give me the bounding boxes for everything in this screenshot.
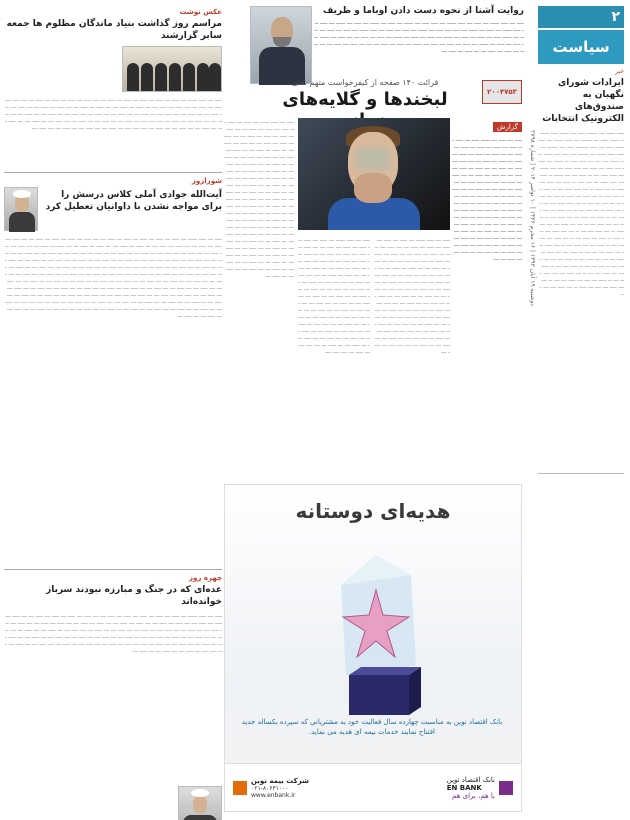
cleric-portrait xyxy=(4,187,38,231)
portrait-image xyxy=(250,6,312,84)
main-body-col-1: ــــ ـــ ــــ ـــــ ـــ ــــ ـــ ــــ ـــ ــــ ـــ ــــ ـــ ــــ ـــ ـــ ــــ ـــ ــــ ـــ ــــ ـــ ــــ ـــ ـــ ــــ ـــ ــــ ـــ ــــ ـــ ـــ ــــ ـــ ــــ ـــ ـــ ــــ ـــ ــــ ـــ ـــ ــــ ـــ ــــ ـــ ـــ ــــ ـــ ــــ ـــ ـــ ــــ ـــ ـــ ــــ ـــ ـــ ــــ ـــ ـــ ــــ ـــ ـــ ــــ ـــ ـــ ــــ ـــ ـــ ــــ ـــ ـــ ــــ ـــ ـــ ــــ ـــ ـــ ــــ ـــ ـــ ــــ ـــ ـــ ــــ ـــ ـــ ــــ ـــ ـــ ــــ ـــ ـــ ــــ ـــ ـــ ــــ ـــ ـــ ــــ ـــ ـــ ــــ ـــ ـــ ــــ ـــ ـــ ــــ ـــ ـــ ــــ ـــ ـــ ــــ ـــ ـــ ــــ ـــ ـــ ــــ ـــ ـــ ــــ ـــ ـــ ــــ ـــ ـــ ــــ ـــ ـــ ــــ ـــ ـــ ــــ ـــ ـــ ــــ ـــ ـــ ــــ ـــ ـــ ــــ ـــ ـــ ــــ ـــ ـــ ــــ ـــ ـــ ــــ ـــ xyxy=(374,236,450,355)
top-story-body: ــــ ـــ ــــ ـــــ ـــ ــــ ـــ ــــ ـــــ ـــ ــــ ــــ ـــ ـــــ ـــ ــــ ـــ ـــــ ـــ ــــ ـــ ـــــ ـــ ــــ ـــ ــــ ـــــ ـــ ــــ ـــ ـــــ ـــ ــــ ـــ ــــ ـــ ـــــ ـــ ــــ ـــ ــــ ـــ ــــ ـــــ ـــ ــــ ـــ ــــ ـــ ــــ ـــ ـــــ ــــ ـــ ــــ ـــ ــــ ـــ ـــــ ـــ ــــ ـــ ــــ ـــ ـــــ ـــ ــــ ـــ ــــ ـــ ـــ ــــ ـــ ـــــ ـــ ــــ ـــ ــــ ـــ ـــــ ـــ ــــ ـــ ــــ ـــ ــــ ـــ ـــــ ـــ ــــ ـــ ــــ ـــ ـــ ـــ ــــ ـــ ــــ ـــ ـــ ــــ ـــ ــــ ـــ ــــ ـــ ـــ ــــ ـــ ــــ ـــ xyxy=(314,19,524,54)
crystal-gift-illustration xyxy=(321,545,431,725)
left-title-3: عده‌ای که در جنگ و مبارزه نبودند سرباز خوانده‌اند xyxy=(46,585,222,607)
advertisement[interactable] xyxy=(224,484,522,812)
ad-footer xyxy=(225,763,521,811)
insurer-website[interactable]: www.enbank.ir xyxy=(251,791,296,799)
main-kicker: قرائت ۱۴۰ صفحه از کیفرخواست متهم نفتی xyxy=(291,78,439,87)
divider xyxy=(538,473,624,474)
left-section-3 xyxy=(4,569,222,820)
left-section-2 xyxy=(4,172,222,565)
section-title: سیاست xyxy=(538,30,624,64)
left-title-1: مراسم روز گذاشت بنیاد ماندگان مظلوم ها جمعه سابر گزارشند xyxy=(6,19,222,41)
bank-logo xyxy=(447,776,513,800)
right-news-headline: ایرادات شورای نگهبان به صندوق‌های الکترونیک انتخابات xyxy=(542,78,624,124)
left-body-2: ــــ ـــ ــــ ـــــ ـــ ــــ ـــ ــــ ـــ ــــ ـــ ــــ ـــ ــــ ـــ ـــ ــــ ـــ ــــ ـــ ــــ ـــ ــــ ـــ ـــ ــــ ـــ ــــ ـــ ــــ ـــ ـــ ــــ ـــ ــــ ـــ ـــ ــــ ـــ ــــ ـــ ـــ ــــ ـــ ــــ ـــ ـــ ــــ ـــ ــــ ـــ ـــ ــــ ـــ ـــ ــــ ـــ ـــ ــــ ـــ ـــ ــــ ـــ ـــ ــــ ـــ ـــ ــــ ـــ ـــ ــــ ـــ ـــ ــــ ـــ ـــ ــــ ـــ ـــ ــــ ـــ ـــ ــــ ـــ ـــ ــــ ـــ ـــ ــــ ـــ ـــ ــــ ـــ ـــ ــــ ـــ ـــ ــــ ـــ ـــ ــــ ـــ ـــ ــــ ـــ ـــ ــــ ـــ ـــ ــــ ـــ ـــ ــــ ـــ ـــ ــــ ـــ ـــ ــــ ـــ ـــ ــــ ـــ ـــ ــــ ـــ ـــ ــــ ـــ ـــ ــــ ـــ ـــ ــــ ـــ ـــ ــــ ـــ ـــ ــــ ـــ ـــ ــــ ـــ ـــ ــــ ـــ ـــ ــــ ـــ ـــ ــــ ـــ ـــ ــــ ـــ ـــ ــــ ـــ ـــ ــــ ـــ ـــ ــــ ـــ ـــ ــــ ـــ ـــ ــــ ـــ ـــ ــــ ـــ ـــ ــــ ـــ ـــ ــــ ـــ ـــ ــــ ـــ ـــ ــــ ـــ ـــ ــــ ـــ ـــ ــــ ـــ ـــ ــــ ـــ ـــ ــــ ـــ ـــ ــــ ـــ ـــ ــــ ـــ ـــ ــــ ـــ ـــ ــــ ـــ ـــ ــــ ـــ ـــ ــــ ـــ ـــ ــــ ـــ ـــ ــــ ـــ ـــ ــــ ـــ ـــ ــــ ـــ ـــ ــــ ـــ ـــ ــــ ـــ ـــ ــــ ـــ ـــ ــــ ـــ ـــ ــــ ـــ ـــ ــــ ـــ ـــ ــــ ـــ ـــ ــــ ـــ ـــ ــــ ـــ ـــ ــــ ـــ ـــ ــــ ـــ ـــ ــــ ـــ ـــ ــــ ـــ ـــ ــــ ـــ ـــ ــــ ـــ ـــ ــــ ـــ ـــ ــــ ـــ ـــ ــــ ـــ ـــ ــــ ـــ ـــ ــــ ـــ ـــ ــــ ـــ ـــ ــــ ـــ ـــ ــــ ـــ ـــ ــــ ـــ ـــ ــــ ـــ ـــ ــــ ـــ ـــ ــــ ـــ ـــ ــــ ـــ xyxy=(5,235,222,319)
ad-title: هدیه‌ای دوستانه xyxy=(295,499,451,523)
left-column xyxy=(4,6,222,812)
insurer-phone: ۰۲۱-۸۰۶۳۱۰۰۰ xyxy=(251,784,289,792)
main-body-col-3: ــــ ـــ ــــ ـــــ ـــ ــــ ـــ ــــ ـــ ــــ ـــ ــــ ـــ ــــ ـــ ـــ ــــ ـــ ــــ ـــ ــــ ـــ ــــ ـــ ـــ ــــ ـــ ــــ ـــ ــــ ـــ ـــ ــــ ـــ ــــ ـــ ـــ ــــ ـــ ــــ ـــ ـــ ــــ ـــ ــــ ـــ ـــ ــــ ـــ ــــ ـــ ـــ ــــ ـــ ـــ ــــ ـــ ـــ ــــ ـــ ـــ ــــ ـــ ـــ ــــ ـــ ـــ ــــ ـــ ـــ ــــ ـــ ـــ ــــ ـــ ـــ ــــ ـــ ـــ ــــ ـــ ـــ ــــ ـــ ـــ ــــ ـــ ـــ ــــ ـــ ـــ ــــ ـــ ـــ ــــ ـــ ـــ ــــ ـــ ـــ ــــ ـــ ـــ ــــ ـــ ـــ ــــ ـــ ـــ ــــ ـــ ـــ ــــ ـــ ـــ ــــ ـــ ـــ ــــ ـــ ـــ ــــ ـــ ـــ ــــ ـــ ـــ ــــ ـــ ـــ ــــ ـــ ـــ ــــ ـــ ـــ ــــ ـــ ـــ ــــ ـــ ـــ ــــ ـــ ـــ ــــ ـــ ـــ ــــ ـــ ـــ ــــ ـــ ـــ ــــ ـــ ـــ ــــ ـــ ـــ ــــ ـــ ـــ ــــ ـــ ـــ ــــ ـــ ـــ ــــ ـــ ـــ ــــ ـــ ـــ ــــ ـــ ـــ ــــ ـــ ـــ ــــ ـــ ـــ ــــ ـــ ـــ ــــ ـــ ـــ ــــ ـــ ـــ ــــ ـــ ـــ ــــ ـــ ـــ ــــ ـــ xyxy=(224,118,294,279)
page-number: ۲ xyxy=(611,9,620,25)
issue-stamp: ۲۰۰۴۷۵۳ xyxy=(482,80,522,104)
right-body-text: ــــ ـــــ ـــ ــــــ ــــ ـــ ـــــ ــــ ـــــ ــ ـــــ ــــ ـــ ــــــ ـــ ــــ ـــــ ـــ ــــ ـــــ ــــ ـــ ــــ ـــــــ ــــ ـــ ــــــ ـــ ــــ ــــ ـــــ ـــ ــــــ ـــ ــــ ـــ ـــــ ــــ ـــــ ـــ ـــ ـــ ــــ ــــ ــ ـــــ ـــ ـــــ ـــ ــــ ـــ ــــ ـــ ــــ ــــ ـــ ـــ ـــــ ـــ ــــ ــــ ـــ ــ ــــ ـــ ـــ ـــــ ــ ــــ ـــ ــــ ــــ ـــ ـــ ــــ ــ ــــ ـــ ــــ ـــ ــــ ــ ـــ ــــ ــ ـــ ــــ ــــ ـــ ــ ــــ ـــ ـــ ــــ ــ ـــ ــــ ـــ ــــ ــ ـــ ـــ ــــ ــ ـــ ـــ ـــ ـــ ــ ـــ ــــ ــــ ـــ ـــ ــ ـــ ــــ ــ ـــ ـــ ـــ ــ ـــ ــــ ـــ ـــ ــــ ـــ ــ ــــ ـــ ــــ ـــ ـــ ــــ ـــ ــ ــــ ـــ ـــ ــــ ـــ ــ ـــ ـــ ــــ ـــ ـــ ـــ ــــ ــ ـــ ــــ ـــ ـــ ــ ـــ ـــ ــــ ـــ ـــ ــــ ــ ــــ ـــ ــــ ـــ ــ ـــ ــــ ـــ ـــ ـــ ـــ ــ ــــ ـــ ـــ ــــ ـــ ــ ـــ ــــ ـــ ـــ ــــ ـــ ـــ ـــ ــ ــــ ـــ ـــ ــــ ــ ــــ ـــ ـــ ـــ ــــ ـــ ــ ــــ ـــ ـــ ـــ ــــ ـــ ــ ـــ ـــ ـــ ــ ــــ ـــ ـــ ــ ــــ ـــ ـــ ــــ ـــ ـــ ــ ـــ ــــ ـــ ـــ ــــ ـــ ـــ ــ ــــ ـــ ـــ ـــ ــــ ـــ ـــ ــ ـــ ـــ ــــ ـــ ـــ ـــ ــــ ــ ـــ ــــ ـــ ـــ ـــ xyxy=(538,129,624,297)
insurer-logo xyxy=(233,777,309,799)
news-label: خبر xyxy=(615,68,624,75)
left-body-3: ــــ ـــ ــــ ـــــ ـــ ــــ ـــ ــــ ـــ ــــ ـــ ــــ ـــ ــــ ـــ ـــ ــــ ـــ ــــ ـــ ــــ ـــ ــــ ـــ ـــ ــــ ـــ ــــ ـــ ــــ ـــ ـــ ــــ ـــ ــــ ـــ ـــ ــــ ـــ ــــ ـــ ـــ ــــ ـــ ــــ ـــ ـــ ــــ ـــ ــــ ـــ ـــ ــــ ـــ ـــ ــــ ـــ ـــ ــــ ـــ ـــ ــــ ـــ ـــ ــــ ـــ ـــ ــــ ـــ ـــ ــــ ـــ ـــ ــــ ـــ ـــ ــــ ـــ ـــ ــــ ـــ ـــ ــــ ـــ ـــ ــــ ـــ ـــ ــــ ـــ ـــ ــــ ـــ ـــ ــــ ـــ ـــ ــــ ـــ ـــ ــــ ـــ ـــ ــــ ـــ ـــ ــــ ـــ ـــ ــــ ـــ ـــ ــــ ـــ ـــ ــــ ـــ ـــ ــــ ـــ ـــ ــــ ـــ ـــ ــــ ـــ ـــ ــــ ـــ ـــ ــــ ـــ ـــ ــــ ـــ ـــ ــــ ـــ ـــ ــــ ـــ ـــ ــــ ـــ ـــ ــــ ـــ ـــ ــــ ـــ xyxy=(5,612,222,654)
main-body-col-2: ــــ ـــ ــــ ـــــ ـــ ــــ ـــ ــــ ـــ ــــ ـــ ــــ ـــ ــــ ـــ ـــ ــــ ـــ ــــ ـــ ــــ ـــ ــــ ـــ ـــ ــــ ـــ ــــ ـــ ــــ ـــ ـــ ــــ ـــ ــــ ـــ ـــ ــــ ـــ ــــ ـــ ـــ ــــ ـــ ــــ ـــ ـــ ــــ ـــ ــــ ـــ ـــ ــــ ـــ ـــ ــــ ـــ ـــ ــــ ـــ ـــ ــــ ـــ ـــ ــــ ـــ ـــ ــــ ـــ ـــ ــــ ـــ ـــ ــــ ـــ ـــ ــــ ـــ ـــ ــــ ـــ ـــ ــــ ـــ ـــ ــــ ـــ ـــ ــــ ـــ ـــ ــــ ـــ ـــ ــــ ـــ ـــ ــــ ـــ ـــ ــــ ـــ ـــ ــــ ـــ ـــ ــــ ـــ ـــ ــــ ـــ ـــ ــــ ـــ ـــ ــــ ـــ ـــ ــــ ـــ ـــ ــــ ـــ ـــ ــــ ـــ ـــ ــــ ـــ ـــ ــــ ـــ ـــ ــــ ـــ ـــ ــــ ـــ ـــ ــــ ـــ ـــ ــــ ـــ ـــ ــــ ـــ ـــ ــــ ـــ ـــ ــــ ـــ xyxy=(298,236,370,355)
lead-body-text: ــــ ـــ ــــ ـــ ـــــ ــــ ـــ ــــ ـــ ــــ ـــ ــــ ـــ ــــ ـــ ــــ ـــ ــــ ـــ ـــ ــــ ـــ ــــ ـــ ــــ ـــ ــــ ـــ ــــ ـــ ــــ ـــ ـــ ــــ ـــ ــــ ـــ ــــ ـــ ـــ ــــ ـــ ــــ ـــ ــــ ـــ ـــ ــــ ـــ ــــ ـــ ـــ ــــ ـــ ــــ ـــ ـــ ــــ ـــ ــــ ـــ ـــ ــــ ـــ ــــ ـــ ـــ ــــ ـــ ـــ ــــ ـــ ــــ ـــ ـــ ــــ ـــ ـــ ــــ ـــ ـــ ــــ ـــ ـــ ــــ ـــ ـــ ــــ ـــ ـــ ــــ ـــ ـــ ــــ ـــ ـــ ــــ ـــ ـــ ــــ ـــ ـــ ــــ ـــ ـــ ــــ ـــ ـــ ــــ ـــ ـــ ــــ ـــ ـــ ــــ ـــ ـــ ــــ ـــ ـــ ــــ ـــ ـــ ــــ ـــ ـــ ــــ ـــ ـــ ــــ ـــ ـــ ــــ ـــ ـــ ــــ ـــ ـــ ــــ ـــ ـــ ــــ ـــ ـــ ــــ ـــ ـــ ــــ ـــ ـــ ــــ ـــ ـــ ــــ ـــ ـــ xyxy=(452,136,522,262)
left-label-photo-note: عکس نوشت xyxy=(179,8,222,16)
group-photo xyxy=(122,46,222,92)
right-column xyxy=(538,6,624,812)
bank-slogan: با هم، برای هم xyxy=(452,791,495,800)
left-label-2: شوراروز xyxy=(191,177,222,185)
bank-latin: EN BANK xyxy=(446,783,482,792)
masthead-strip xyxy=(538,6,624,28)
left-label-3: چهره روز xyxy=(188,574,222,582)
bank-logo-icon xyxy=(499,781,513,795)
left-title-2: آیت‌الله جوادی آملی کلاس درسش را برای مواجه نشدن با داوانیان تعطیل کرد xyxy=(45,190,222,212)
top-story-title: روایت آشنا از نحوه دست دادن اوباما و ظریف xyxy=(322,6,524,16)
top-story-photo xyxy=(250,6,312,88)
report-tag: گزارش xyxy=(493,122,522,132)
bank-name: بانک اقتصاد نوین xyxy=(446,775,495,784)
insurer-logo-icon xyxy=(233,781,247,795)
date-line: دوشنبه ۱۹ آبان ۱۳۹۳ | ۱۶ محرم ۱۴۳۶ | ۱۰ نوامبر ۲۰۱۴ | شماره ۲۷۹۸ xyxy=(529,130,536,306)
top-story xyxy=(314,6,524,88)
ad-copy: بانک اقتصاد نوین به مناسبت چهارده سال فعالیت خود به مشتریانی که سپرده یکساله جدید افتتاح نمایند خدمات بیمه ای هدیه می نماید. xyxy=(241,718,503,736)
insurer-name: شرکت بیمه نوین xyxy=(251,776,309,785)
elder-portrait xyxy=(178,786,222,820)
main-headline: لبخندها و گلایه‌های xyxy=(282,89,448,110)
main-story-photo xyxy=(298,118,450,230)
left-body-1: ــــ ـــ ــــ ـــــ ـــ ــــ ـــ ــــ ـــ ــــ ـــ ــــ ـــ ــــ ـــ ـــ ــــ ـــ ــــ ـــ ــــ ـــ ــــ ـــ ـــ ــــ ـــ ــــ ـــ ــــ ـــ ـــ ــــ ـــ ــــ ـــ ـــ ــــ ـــ ــــ ـــ ـــ ــــ ـــ ــــ ـــ ـــ ــــ ـــ ــــ ـــ ـــ ــــ ـــ ـــ ــــ ـــ ـــ ــــ ـــ ـــ ــــ ـــ ـــ ــــ ـــ ـــ ــــ ـــ ـــ ــــ ـــ ـــ ــــ ـــ ـــ ــــ ـــ ـــ ــــ ـــ ـــ ــــ ـــ ـــ ــــ ـــ ـــ ــــ ـــ ـــ ــــ ـــ ـــ ــــ ـــ ـــ ــــ ـــ ـــ ــــ ـــ ـــ ــــ ـــ ـــ ــــ ـــ ـــ ــــ ـــ ـــ ــــ ـــ ـــ ــــ ـــ ـــ ــــ ـــ ـــ ــــ ـــ ـــ ــــ ـــ ـــ ــــ ـــ ـــ ــــ ـــ ـــ ــــ ـــ xyxy=(5,96,222,131)
